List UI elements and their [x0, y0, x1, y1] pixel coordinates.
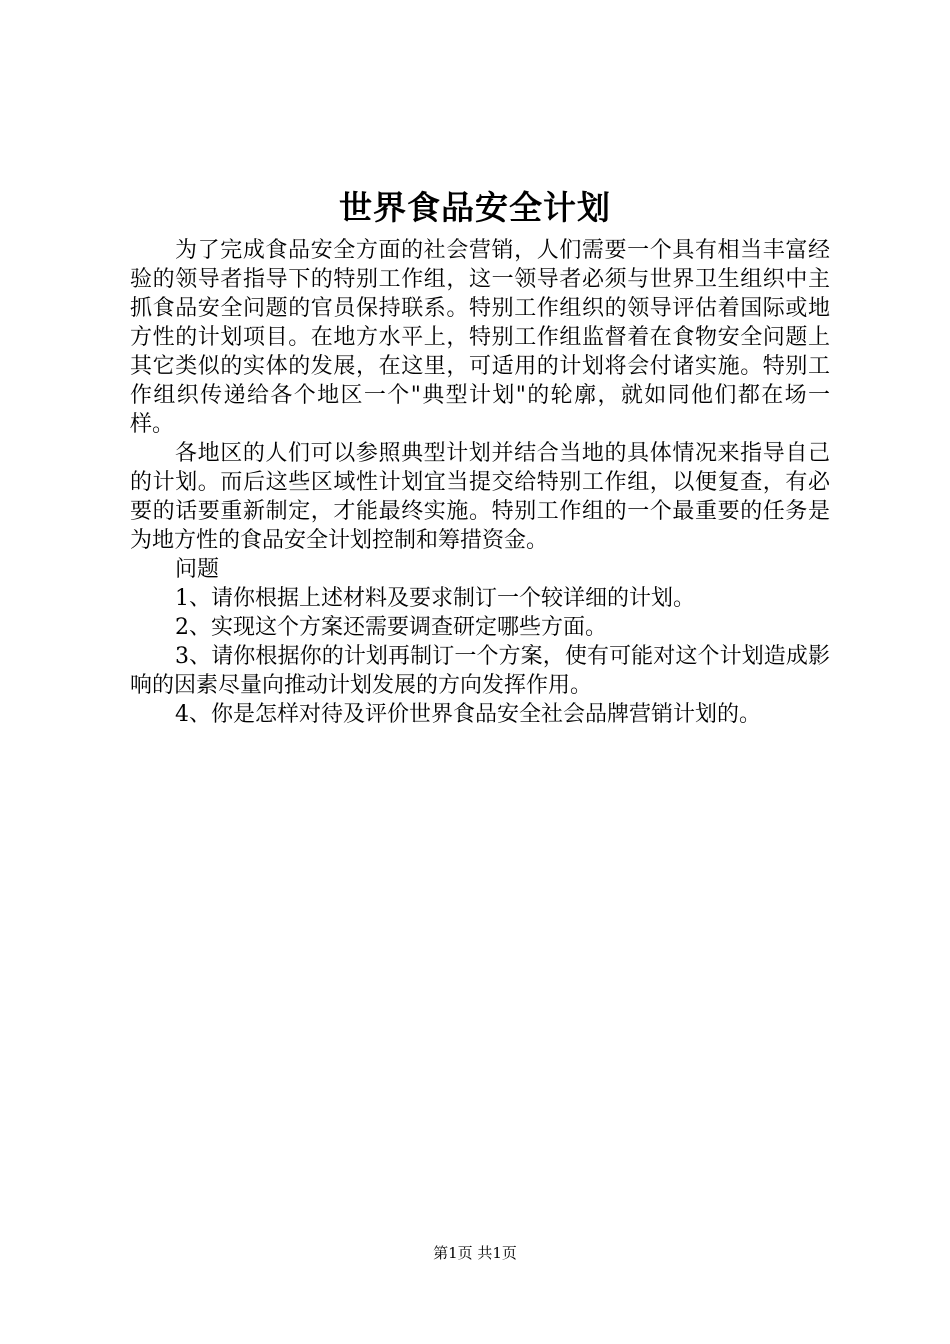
paragraph-regions: 各地区的人们可以参照典型计划并结合当地的具体情况来指导自己的计划。而后这些区域性计划宜当提交给特别工作组，以便复查，有必要的话要重新制定，才能最终实施。特别工作组的一个最重要的任务是为地方性的食品安全计划控制和筹措资金。: [130, 441, 830, 553]
question-3: 3、请你根据你的计划再制订一个方案，使有可能对这个计划造成影响的因素尽量向推动计划发展的方向发挥作用。: [130, 644, 830, 698]
page-footer: 第1页 共1页: [433, 1244, 517, 1262]
document-body: [130, 236, 830, 729]
question-2: 2、实现这个方案还需要调查研定哪些方面。: [175, 615, 607, 640]
paragraph-intro: 为了完成食品安全方面的社会营销，人们需要一个具有相当丰富经验的领导者指导下的特别工作组，这一领导者必须与世界卫生组织中主抓食品安全问题的官员保持联系。特别工作组织的领导评估着国际或地方性的计划项目。在地方水平上，特别工作组监督着在食物安全问题上其它类似的实体的发展，在这里，可适用的计划将会付诸实施。特别工作组织传递给各个地区一个"典型计划"的轮廓，就如同他们都在场一样。: [130, 238, 830, 437]
question-1: 1、请你根据上述材料及要求制订一个较详细的计划。: [175, 586, 695, 611]
question-4: 4、你是怎样对待及评价世界食品安全社会品牌营销计划的。: [175, 702, 761, 727]
document-title: 世界食品安全计划: [339, 188, 611, 227]
questions-heading: 问题: [175, 557, 220, 582]
